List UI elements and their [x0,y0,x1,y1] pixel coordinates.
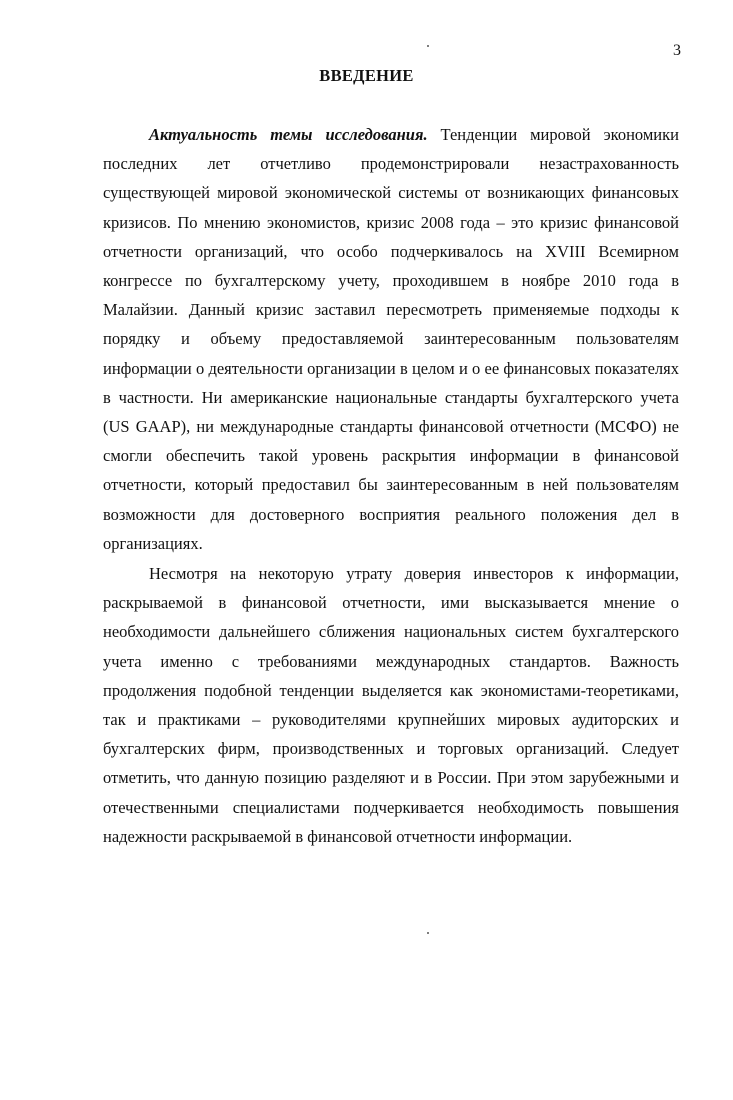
paragraph-relevance [103,120,679,558]
document-body [103,120,679,852]
scan-speck [427,932,429,934]
page-title: ВВЕДЕНИЕ [319,66,414,85]
paragraph-text: Тенденции мировой экономики последних лет отчетливо продемонстрировали незастрахованность существующей мировой экономической системы от возникающих финансовых кризисов. По мнению экономистов, кризис 2008 года – это кризис финансовой отчетности организаций, что особо подчеркивалось на XVIII Всемирном конгрессе по бухгалтерскому учету, проходившем в ноябре 2010 года в Малайзии. Данный кризис заставил пересмотреть применяемые подходы к порядку и объему предоставляемой заинтересованным пользователям информации о деятельности организации в целом и о ее финансовых показателях в частности. Ни американские национальные стандарты бухгалтерского учета (US GAAP), ни международные стандарты финансовой отчетности (МСФО) не смогли обеспечить такой уровень раскрытия информации в финансовой отчетности, который предоставил бы заинтересованным в ней пользователям возможности для достоверного восприятия реального положения дел в организациях. [103,125,679,553]
paragraph-convergence [103,559,679,851]
page-number: 3 [673,42,681,59]
paragraph-text: Несмотря на некоторую утрату доверия инвесторов к информации, раскрываемой в финансовой отчетности, ими высказывается мнение о необходимости дальнейшего сближения национальных систем бухгалтерского учета именно с требованиями международных стандартов. Важность продолжения подобной тенденции выделяется как экономистами-теоретиками, так и практиками – руководителями крупнейших мировых аудиторских и бухгалтерских фирм, производственных и торговых организаций. Следует отметить, что данную позицию разделяют и в России. При этом зарубежными и отечественными специалистами подчеркивается необходимость повышения надежности раскрываемой в финансовой отчетности информации. [103,564,679,846]
scan-speck [427,45,429,47]
paragraph-lead: Актуальность темы исследования. [149,125,428,144]
